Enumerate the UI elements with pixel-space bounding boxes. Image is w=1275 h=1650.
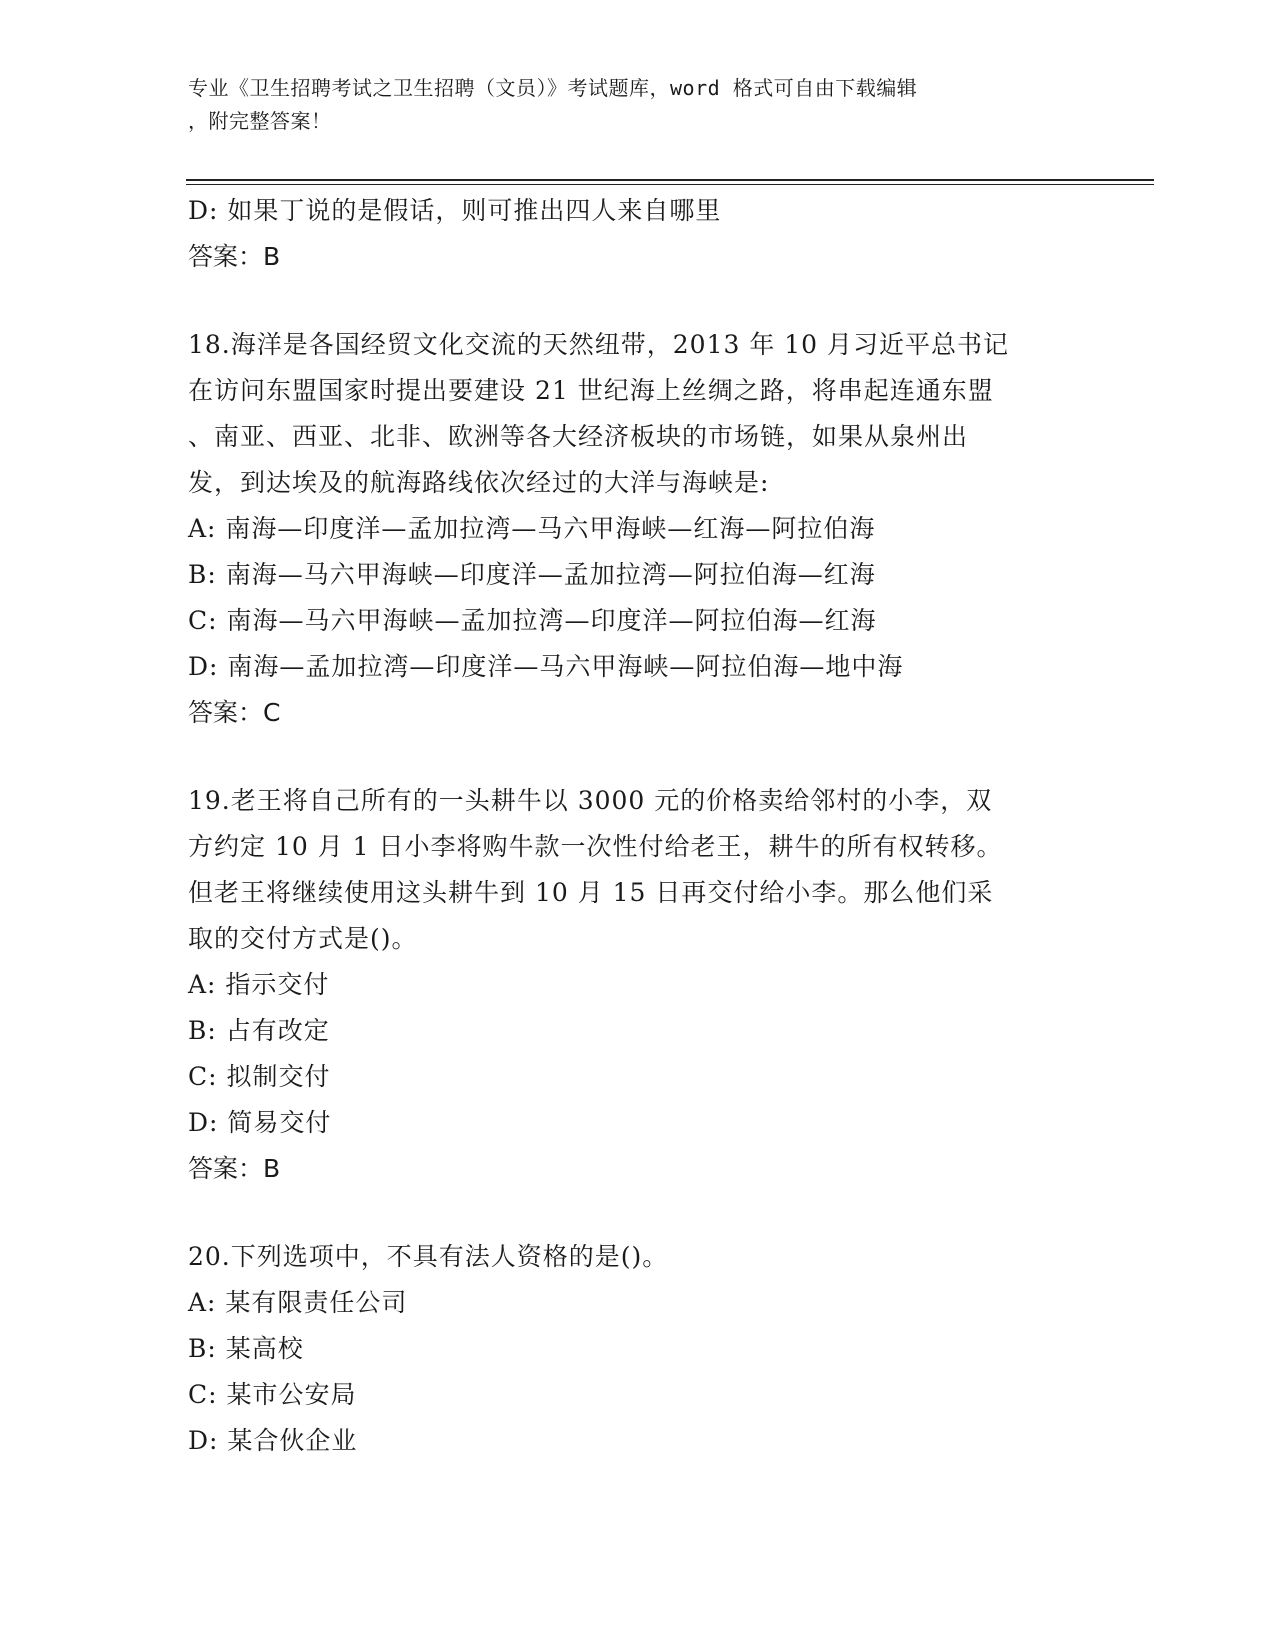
answer: 答案：B <box>188 1154 281 1183</box>
option-d: D: 如果丁说的是假话，则可推出四人来自哪里 <box>188 196 722 225</box>
option-d: D: 南海—孟加拉湾—印度洋—马六甲海峡—阿拉伯海—地中海 <box>188 652 904 681</box>
option-c: C: 某市公安局 <box>188 1380 357 1409</box>
option-b: B: 占有改定 <box>188 1016 330 1045</box>
option-c: C: 南海—马六甲海峡—孟加拉湾—印度洋—阿拉伯海—红海 <box>188 606 877 635</box>
question-stem-line: 、南亚、西亚、北非、欧洲等各大经济板块的市场链，如果从泉州出 <box>188 422 969 451</box>
option-a: A: 指示交付 <box>188 970 330 999</box>
question-stem-line: 取的交付方式是()。 <box>188 924 418 953</box>
question-stem-line: 方约定 10 月 1 日小李将购牛款一次性付给老王，耕牛的所有权转移。 <box>188 832 1003 861</box>
option-a: A: 南海—印度洋—孟加拉湾—马六甲海峡—红海—阿拉伯海 <box>188 514 876 543</box>
option-d: D: 某合伙企业 <box>188 1426 358 1455</box>
option-d: D: 简易交付 <box>188 1108 332 1137</box>
question-stem-line: 19.老王将自己所有的一头耕牛以 3000 元的价格卖给邻村的小李，双 <box>188 786 993 815</box>
option-b: B: 南海—马六甲海峡—印度洋—孟加拉湾—阿拉伯海—红海 <box>188 560 876 589</box>
header-divider-thin <box>186 184 1154 185</box>
question-stem-line: 18.海洋是各国经贸文化交流的天然纽带，2013 年 10 月习近平总书记 <box>188 330 1010 359</box>
answer: 答案：B <box>188 242 281 271</box>
option-c: C: 拟制交付 <box>188 1062 331 1091</box>
document-body <box>188 188 1088 1464</box>
answer: 答案：C <box>188 698 281 727</box>
question-stem-line: 在访问东盟国家时提出要建设 21 世纪海上丝绸之路，将串起连通东盟 <box>188 376 994 405</box>
document-header <box>188 72 1068 138</box>
option-a: A: 某有限责任公司 <box>188 1288 408 1317</box>
option-b: B: 某高校 <box>188 1334 304 1363</box>
previous-question-tail <box>188 188 1088 280</box>
header-line-1: 专业《卫生招聘考试之卫生招聘（文员）》考试题库，word 格式可自由下载编辑 <box>188 76 918 100</box>
header-line-2: ，附完整答案！ <box>188 109 332 133</box>
question-19 <box>188 778 1088 1192</box>
question-stem-line: 20.下列选项中，不具有法人资格的是()。 <box>188 1242 669 1271</box>
question-stem-line: 但老王将继续使用这头耕牛到 10 月 15 日再交付给小李。那么他们采 <box>188 878 994 907</box>
question-stem-line: 发，到达埃及的航海路线依次经过的大洋与海峡是: <box>188 468 770 497</box>
header-divider-thick <box>186 179 1154 181</box>
question-18 <box>188 322 1088 736</box>
question-20 <box>188 1234 1088 1464</box>
